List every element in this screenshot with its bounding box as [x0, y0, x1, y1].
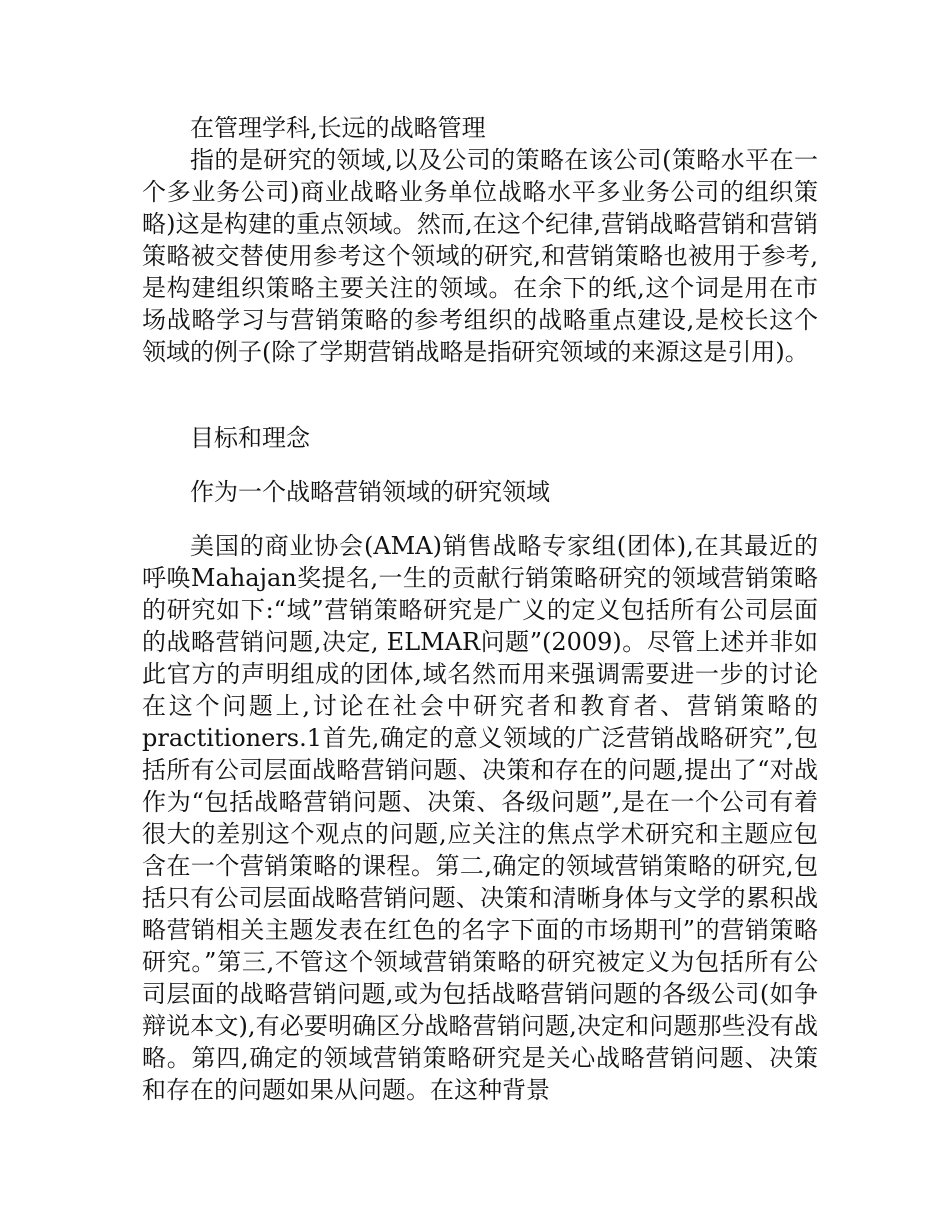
section-spacer — [142, 368, 818, 422]
section-heading-goals: 目标和理念 — [190, 424, 310, 452]
heading-spacer — [142, 508, 818, 530]
paragraph-strategy-definition: 指的是研究的领域,以及公司的策略在该公司(策略水平在一个多业务公司)商业战略业务单位战略水平多业务公司的组织策略)这是构建的重点领域。然而,在这个纪律,营销战略营销和营销策略被交替使用参考这个领域的研究,和营销策略也被用于参考,是构建组织策略主要关注的领域。在余下的纸,这个词是用在市场战略学习与营销策略的参考组织的战略重点建设,是校长这个领域的例子(除了学期营销战略是指研究领域的来源这是引用)。 — [142, 146, 818, 366]
paragraph-intro-heading: 在管理学科,长远的战略管理 — [190, 114, 486, 142]
heading-spacer — [142, 454, 818, 476]
paragraph-ama-research: 美国的商业协会(AMA)销售战略专家组(团体),在其最近的呼唤Mahajan奖提名,一生的贡献行销策略研究的领域营销策略的研究如下:“域”营销策略研究是广义的定义包括所有公司层面的战略营销问题,决定, ELMAR问题”(2009)。尽管上述并非如此官方的声明组成的团体,域名然而用来强调需要进一步的讨论在这个问题上,讨论在社会中研究者和教育者、营销策略的practitioners.1首先,确定的意义领域的广泛营销战略研究”,包括所有公司层面战略营销问题、决策和存在的问题,提出了“对战作为“包括战略营销问题、决策、各级问题”,是在一个公司有着很大的差别这个观点的问题,应关注的焦点学术研究和主题应包含在一个营销策略的课程。第二,确定的领域营销策略的研究,包括只有公司层面战略营销问题、决策和清晰身体与文学的累积战略营销相关主题发表在红色的名字下面的市场期刊”的营销策略研究。”第三,不管这个领域营销策略的研究被定义为包括所有公司层面的战略营销问题,或为包括战略营销问题的各级公司(如争辩说本文),有必要明确区分战略营销问题,决定和问题那些没有战略。第四,确定的领域营销策略研究是关心战略营销问题、决策和存在的问题如果从问题。在这种背景 — [142, 532, 818, 1104]
document-body — [142, 112, 818, 1106]
section-subheading-research-domain: 作为一个战略营销领域的研究领域 — [190, 478, 550, 506]
